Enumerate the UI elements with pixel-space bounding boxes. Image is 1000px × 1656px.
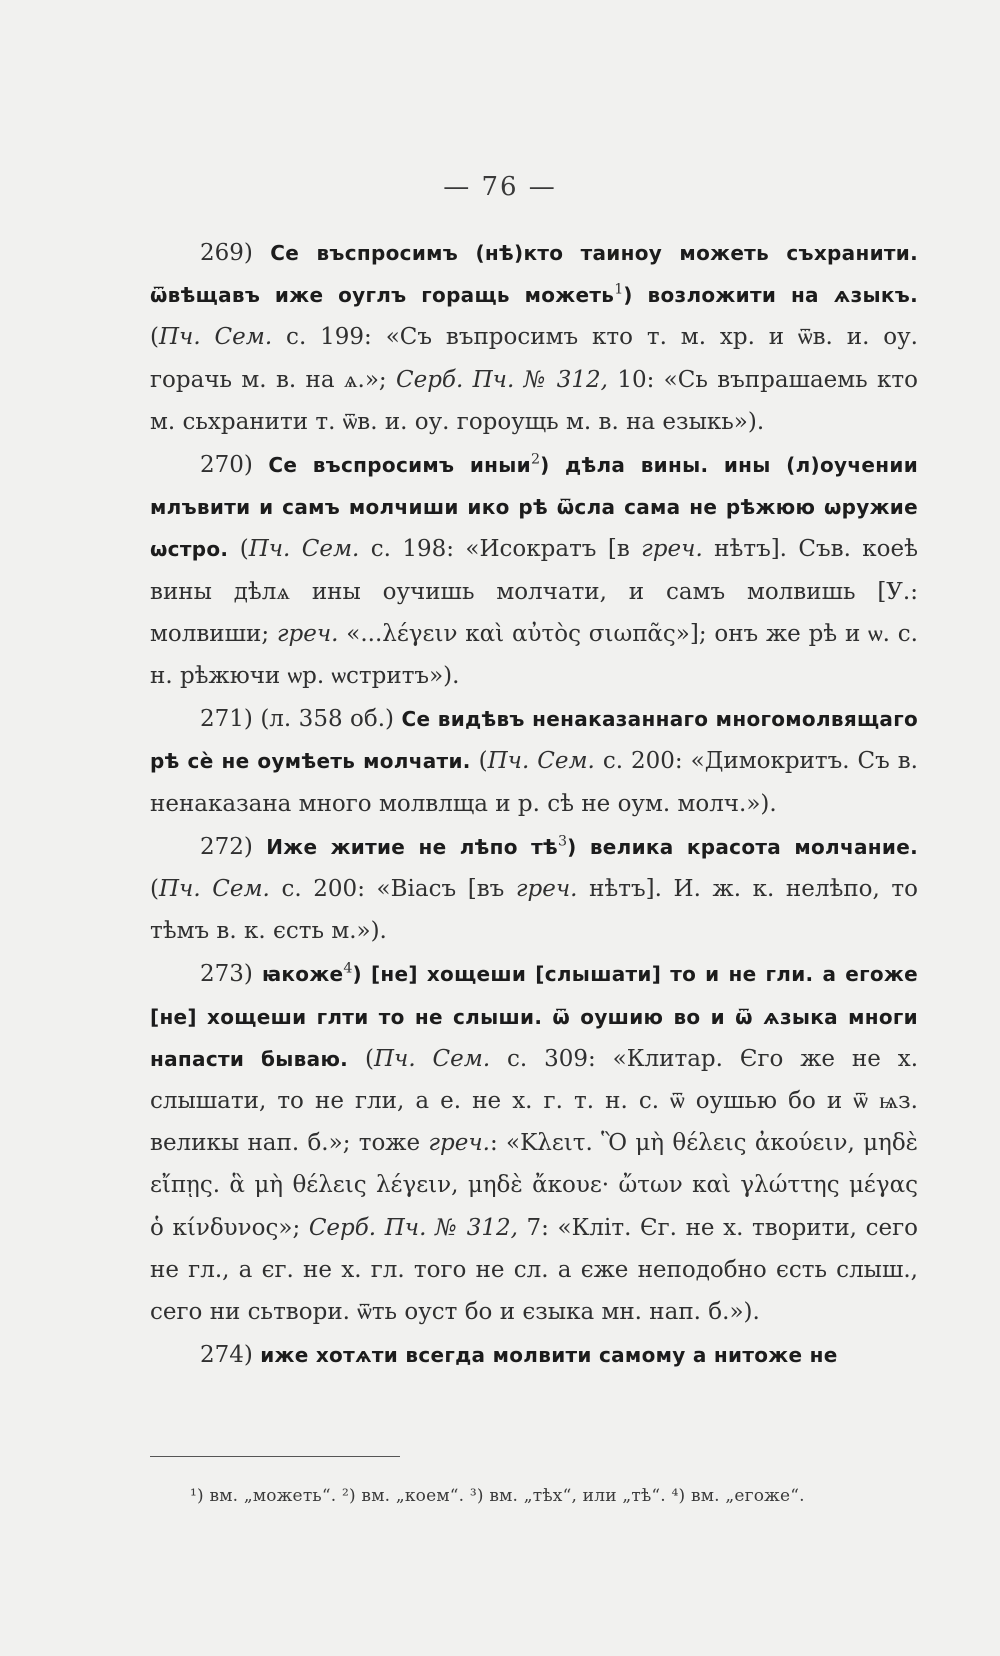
footnotes: ¹) вм. „можеть“. ²) вм. „коем“. ³) вм. „тѣх“, или „тѣ“. ⁴) вм. „егоже“.: [190, 1486, 805, 1506]
source-citation: Пч. Сем.: [373, 1045, 491, 1072]
body-text: [150, 232, 918, 1376]
church-slavonic-text: Се въспросимъ (нѣ)кто таиноу можеть съхранити. ѿвѣщавъ иже оуглъ горащь можеть: [150, 241, 918, 308]
commentary-text: 273): [200, 961, 262, 988]
commentary-text: (: [470, 748, 488, 775]
source-citation: Серб. Пч. № 312,: [395, 366, 608, 393]
entry-273: [150, 953, 918, 1333]
commentary-text: «...λέγειν καὶ αὐτὸς σιωπᾶς»]; онъ же рѣ и ѡ. с. н. рѣжючи ѡр. ѡстритъ»).: [150, 620, 918, 690]
source-citation: Серб. Пч. № 312,: [308, 1214, 518, 1241]
church-slavonic-text: ): [352, 962, 371, 987]
footnote-ref: 4: [343, 960, 353, 977]
entry-269: [150, 232, 918, 443]
church-slavonic-text: [не] хощеши [слышати] то и не гли. а егоже [не] хощеши глти то не слыши. ѿ оушию во и ѿ ѧзыка многи напасти бываю.: [150, 962, 918, 1071]
commentary-text: 274): [200, 1342, 261, 1369]
church-slavonic-text: Се видѣвъ ненаказаннаго многомолвящаго рѣ сѐ не оумѣеть молчати.: [150, 707, 919, 774]
commentary-text: 7: «Кліт. Єг. не х. творити, сего не гл., а єг. не х. гл. того не сл. а єже неподобно єсть слыш., сего ни сьтвори. ѿть оуст бо и єзыка мн. нап. б.»).: [150, 1214, 918, 1326]
entry-270: [150, 444, 918, 697]
church-slavonic-text: ): [623, 283, 648, 308]
commentary-text: 272): [200, 833, 267, 860]
church-slavonic-text: Се въспросимъ иныи: [268, 453, 532, 478]
commentary-text: 269): [200, 240, 271, 266]
church-slavonic-text: иже хотѧти всегда молвити самому а нитоже не: [260, 1343, 838, 1368]
footnote-ref: 1: [614, 281, 624, 298]
commentary-text: (: [228, 536, 249, 563]
commentary-text: нѣтъ]. И. ж. к. нелѣпо, то тѣмъ в. к. єсть м.»).: [150, 876, 919, 945]
commentary-text: с. 309: «Клитар. Єго же не х. слышати, то не гли, а е. не х. г. т. н. с. ѿ оушью бо и ѿ ѩз. великы нап. б.»; тоже: [150, 1045, 919, 1157]
footnote-divider: [150, 1456, 400, 1457]
commentary-text: 271) (л. 358 об.): [200, 706, 402, 733]
source-citation: Пч. Сем.: [158, 324, 273, 351]
entry-272: [150, 826, 918, 953]
commentary-text: с. 200: «Віасъ [въ: [269, 876, 516, 903]
source-citation: греч.: [428, 1130, 490, 1157]
church-slavonic-text: ): [567, 834, 590, 859]
commentary-text: с. 199: «Съ въпросимъ кто т. м. хр. и ѿв. и. оу. горачь м. в. на ѧ.»;: [150, 324, 918, 393]
source-citation: Пч. Сем.: [248, 536, 360, 563]
church-slavonic-text: возложити на ѧзыкъ.: [647, 283, 918, 308]
footnote-ref: 2: [531, 451, 541, 468]
church-slavonic-text: Иже житие не лѣпо тѣ: [266, 834, 559, 859]
commentary-text: 10: «Сь въпрашаемь кто м. сьхранити т. ѿв. и. оу. гороущь м. в. на езыкь»).: [150, 366, 918, 435]
footnote-ref: 3: [558, 833, 568, 850]
entry-274: [150, 1334, 918, 1376]
church-slavonic-text: велика красота молчание.: [589, 834, 918, 859]
page-number: — 76 —: [443, 172, 557, 202]
commentary-text: с. 200: «Димокритъ. Съ в. ненаказана много молвлща и р. сѣ не оум. молч.»).: [150, 748, 918, 817]
entry-271: [150, 698, 918, 825]
source-citation: греч.: [515, 876, 578, 903]
source-citation: Пч. Сем.: [487, 748, 595, 775]
commentary-text: (: [150, 876, 159, 903]
source-citation: греч.: [641, 536, 703, 563]
commentary-text: (: [150, 324, 159, 351]
source-citation: Пч. Сем.: [158, 876, 270, 903]
church-slavonic-text: ) дѣла вины. ины (л)оучении млъвити и самъ молчиши ико рѣ ѿсла сама не рѣжюю ѡружие ѡстро.: [150, 453, 919, 562]
source-citation: греч.: [276, 620, 339, 647]
commentary-text: (: [348, 1045, 374, 1072]
commentary-text: 270): [200, 452, 269, 479]
church-slavonic-text: ꙗкоже: [261, 962, 344, 987]
commentary-text: : «Κλειτ. Ὃ μὴ θέλεις ἀκούειν, μηδὲ εἴπῃς. ἃ μὴ θέλεις λέγειν, μηδὲ ἄκουε· ὤτων καὶ γλώττης μέγας ὁ κίνδυνος»;: [150, 1130, 919, 1241]
commentary-text: с. 198: «Исократъ [в: [359, 536, 642, 563]
commentary-text: нѣтъ]. Съв. коеѣ вины дѣлѧ ины оучишь молчати, и самъ молвишь [У.: молвиши;: [150, 536, 918, 647]
